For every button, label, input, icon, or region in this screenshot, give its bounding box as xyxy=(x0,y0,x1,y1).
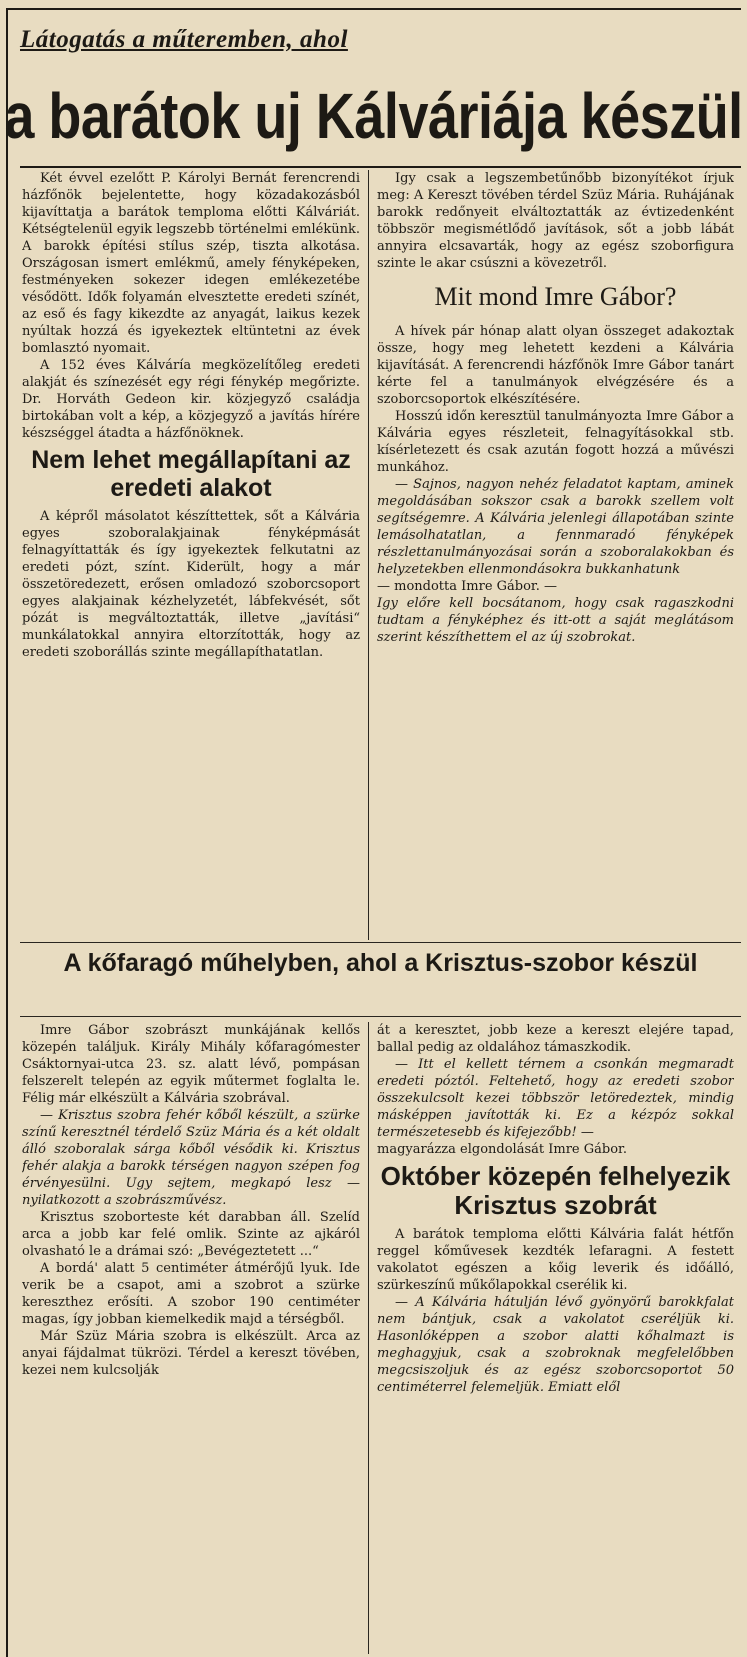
quote-attribution: — mondotta Imre Gábor. — xyxy=(377,579,557,595)
section-rule xyxy=(20,1016,741,1017)
bottom-right-column xyxy=(377,1022,734,1654)
top-right-column xyxy=(377,170,734,940)
column-divider xyxy=(368,1022,369,1654)
paragraph: át a keresztet, jobb keze a kereszt elejére tapad, ballal pedig az oldalához támaszkodik. xyxy=(377,1023,734,1055)
top-left-column xyxy=(22,170,360,940)
quote-paragraph: — Itt el kellett térnem a csonkán megmaradt eredeti póztól. Feltehető, hogy az eredeti szobor összekulcsolt kezei többször letöredeztek, mindig másképpen javították ki. Ez a kézpóz sokkal természetesebb és kifejezőbb! — xyxy=(377,1057,734,1140)
quote-attribution: magyarázza elgondolását Imre Gábor. xyxy=(377,1142,627,1157)
kicker-line: Látogatás a műteremben, ahol xyxy=(20,26,348,53)
quote-paragraph: — A Kálvária hátulján lévő gyönyörű barokkfalat nem bántjuk, csak a vakolatot cseréljük ki. Hasonlóképpen a szobor alatti kőhalmazt is meghagyjuk, csak a szobroknak megfelelőbben megcsiszoljuk és az egész szoborcsoportot 50 centiméterrel felemeljük. Emiatt elől xyxy=(377,1295,734,1396)
paragraph: A barátok temploma előtti Kálvária falát hétfőn reggel kőművesek kezdték lefaragni. A festett vakolatot egészen a kőig leverik és időálló, szürkeszínű műkőlapokkal cserélik ki. xyxy=(377,1227,734,1294)
headline-rule xyxy=(20,166,741,168)
mid-headline: A kőfaragó műhelyben, ahol a Krisztus-szobor készül xyxy=(63,949,698,977)
subhead-oktober: Október közepén felhelyezik Krisztus szobrát xyxy=(380,1161,731,1221)
column-divider xyxy=(368,170,369,940)
quote-paragraph: — Krisztus szobra fehér kőből készült, a szürke színű keresztnél térdelő Szüz Mária és a két oldalt álló szoboralak sárga kőből vésődik ki. Krisztus fehér alakja a barokk térségen nagyon szépen fog érvényesülni. Ugy sejtem, megkapó lesz — nyilatkozott a szobrászművész. xyxy=(22,1108,360,1208)
bottom-left-column xyxy=(22,1022,360,1654)
headline: a barátok uj Kálváriája készül xyxy=(4,81,743,152)
paragraph: A képről másolatot készíttettek, sőt a Kálvária egyes szoboralakjainak fényképmását felnagyíttatták és így igyekeztek felkutatni az eredeti pózt, színt. Kiderült, hogy a már összetöredezett, erősen omladozó szoborcsoport egyes alakjainak kézhelyzetét, lábfekvését, sőt pózát is megváltoztatták, illetve „javítási“ munkálatokkal annyira eltorzították, hogy az eredeti szoborállás szinte megállapíthatatlan. xyxy=(22,509,360,660)
subhead-imre-gabor: Mit mond Imre Gábor? xyxy=(434,282,677,311)
section-rule xyxy=(20,942,741,943)
quote-paragraph: — Sajnos, nagyon nehéz feladatot kaptam, aminek megoldásában sokszor csak a barokk szellem volt segítségemre. A Kálvária jelenlegi állapotában szinte lemásolhatatlan, a fennmaradó fényképek részlettanulmányozásai során a szoboralakokban és helyzetekben ellenmondásokra bukkanhatunk xyxy=(377,477,734,578)
subhead-eredeti-alak: Nem lehet megállapítani az eredeti alakot xyxy=(31,446,351,502)
left-border xyxy=(6,8,8,1657)
paragraph: Krisztus szoborteste két darabban áll. Szelíd arca a jobb kar felé omlik. Szinte az ajkáról olvasható le a drámai szó: „Bevégeztetett ...“ xyxy=(22,1210,360,1259)
paragraph: Két évvel ezelőtt P. Károlyi Bernát ferencrendi házfőnök bejelentette, hogy közadakozásból kijavíttatja a barátok temploma előtti Kálváriát. Kétségtelenül egyik legszebb történelmi emlékünk. A barokk építési stílus szép, tiszta alkotása. Országosan ismert emlékmű, amely fényképeken, festményeken sokezer idegen emlékezetébe vésődött. Idők folyamán elvesztette eredeti színét, az eső és fagy kikezdte az anyagát, laikus kezek nyúltak hozzá és igyekeztek eltüntetni az évek bomlasztó nyomait. xyxy=(22,171,360,356)
paragraph: Igy csak a legszembetűnőbb bizonyítékot írjuk meg: A Kereszt tövében térdel Szüz Mária. Ruhájának barokk redőnyeit elváltoztatták az évtizedenként többször megismétlődő javítások, sőt a jobb lábát annyira elcsavarták, hogy az egész szoborfigura szinte le akar csúszni a kövezetről. xyxy=(377,171,734,271)
paragraph: A 152 éves Kálváría megközelítőleg eredeti alakját és színezését egy régi fénykép megőrizte. Dr. Horváth Gedeon kir. közjegyző családja birtokában volt a kép, a közjegyző a javítás hírére készséggel átadta a házfőnöknek. xyxy=(22,358,360,441)
paragraph: Imre Gábor szobrászt munkájának kellős közepén találjuk. Király Mihály kőfaragómester Csáktornyai-utca 23. sz. alatt lévő, pompásan felszerelt telepén az egyik műtermet foglalta le. Félig már elkészült a Kálvária szobrával. xyxy=(22,1023,360,1106)
quote-paragraph: Igy előre kell bocsátanom, hogy csak ragaszkodni tudtam a fényképhez és itt-ott a saját meglátásom szerint készíthettem el az új szobrokat. xyxy=(377,596,734,646)
paragraph: Hosszú időn keresztül tanulmányozta Imre Gábor a Kálvária egyes részleteit, felnagyításokkal stb. kísérletezett és csak azután fogott hozzá a művészi munkához. xyxy=(377,409,734,476)
paragraph: A hívek pár hónap alatt olyan összeget adakoztak össze, hogy meg lehetett kezdeni a Kálvária kijavítását. A ferencrendi házfőnök Imre Gábor tanárt kérte fel a tanulmányok elvégzésére és a szoborcsoportok elkészítésére. xyxy=(377,324,734,408)
paragraph: Már Szüz Mária szobra is elkészült. Arca az anyai fájdalmat tükrözi. Térdel a kereszt tövében, kezei nem kulcsolják xyxy=(22,1329,360,1378)
top-border xyxy=(6,8,741,10)
paragraph: A bordá' alatt 5 centiméter átmérőjű lyuk. Ide verik be a csapot, ami a szobrot a szürke kereszthez erősíti. A szobor 190 centiméter magas, így jobban kiemelkedik majd a térségből. xyxy=(22,1261,360,1327)
